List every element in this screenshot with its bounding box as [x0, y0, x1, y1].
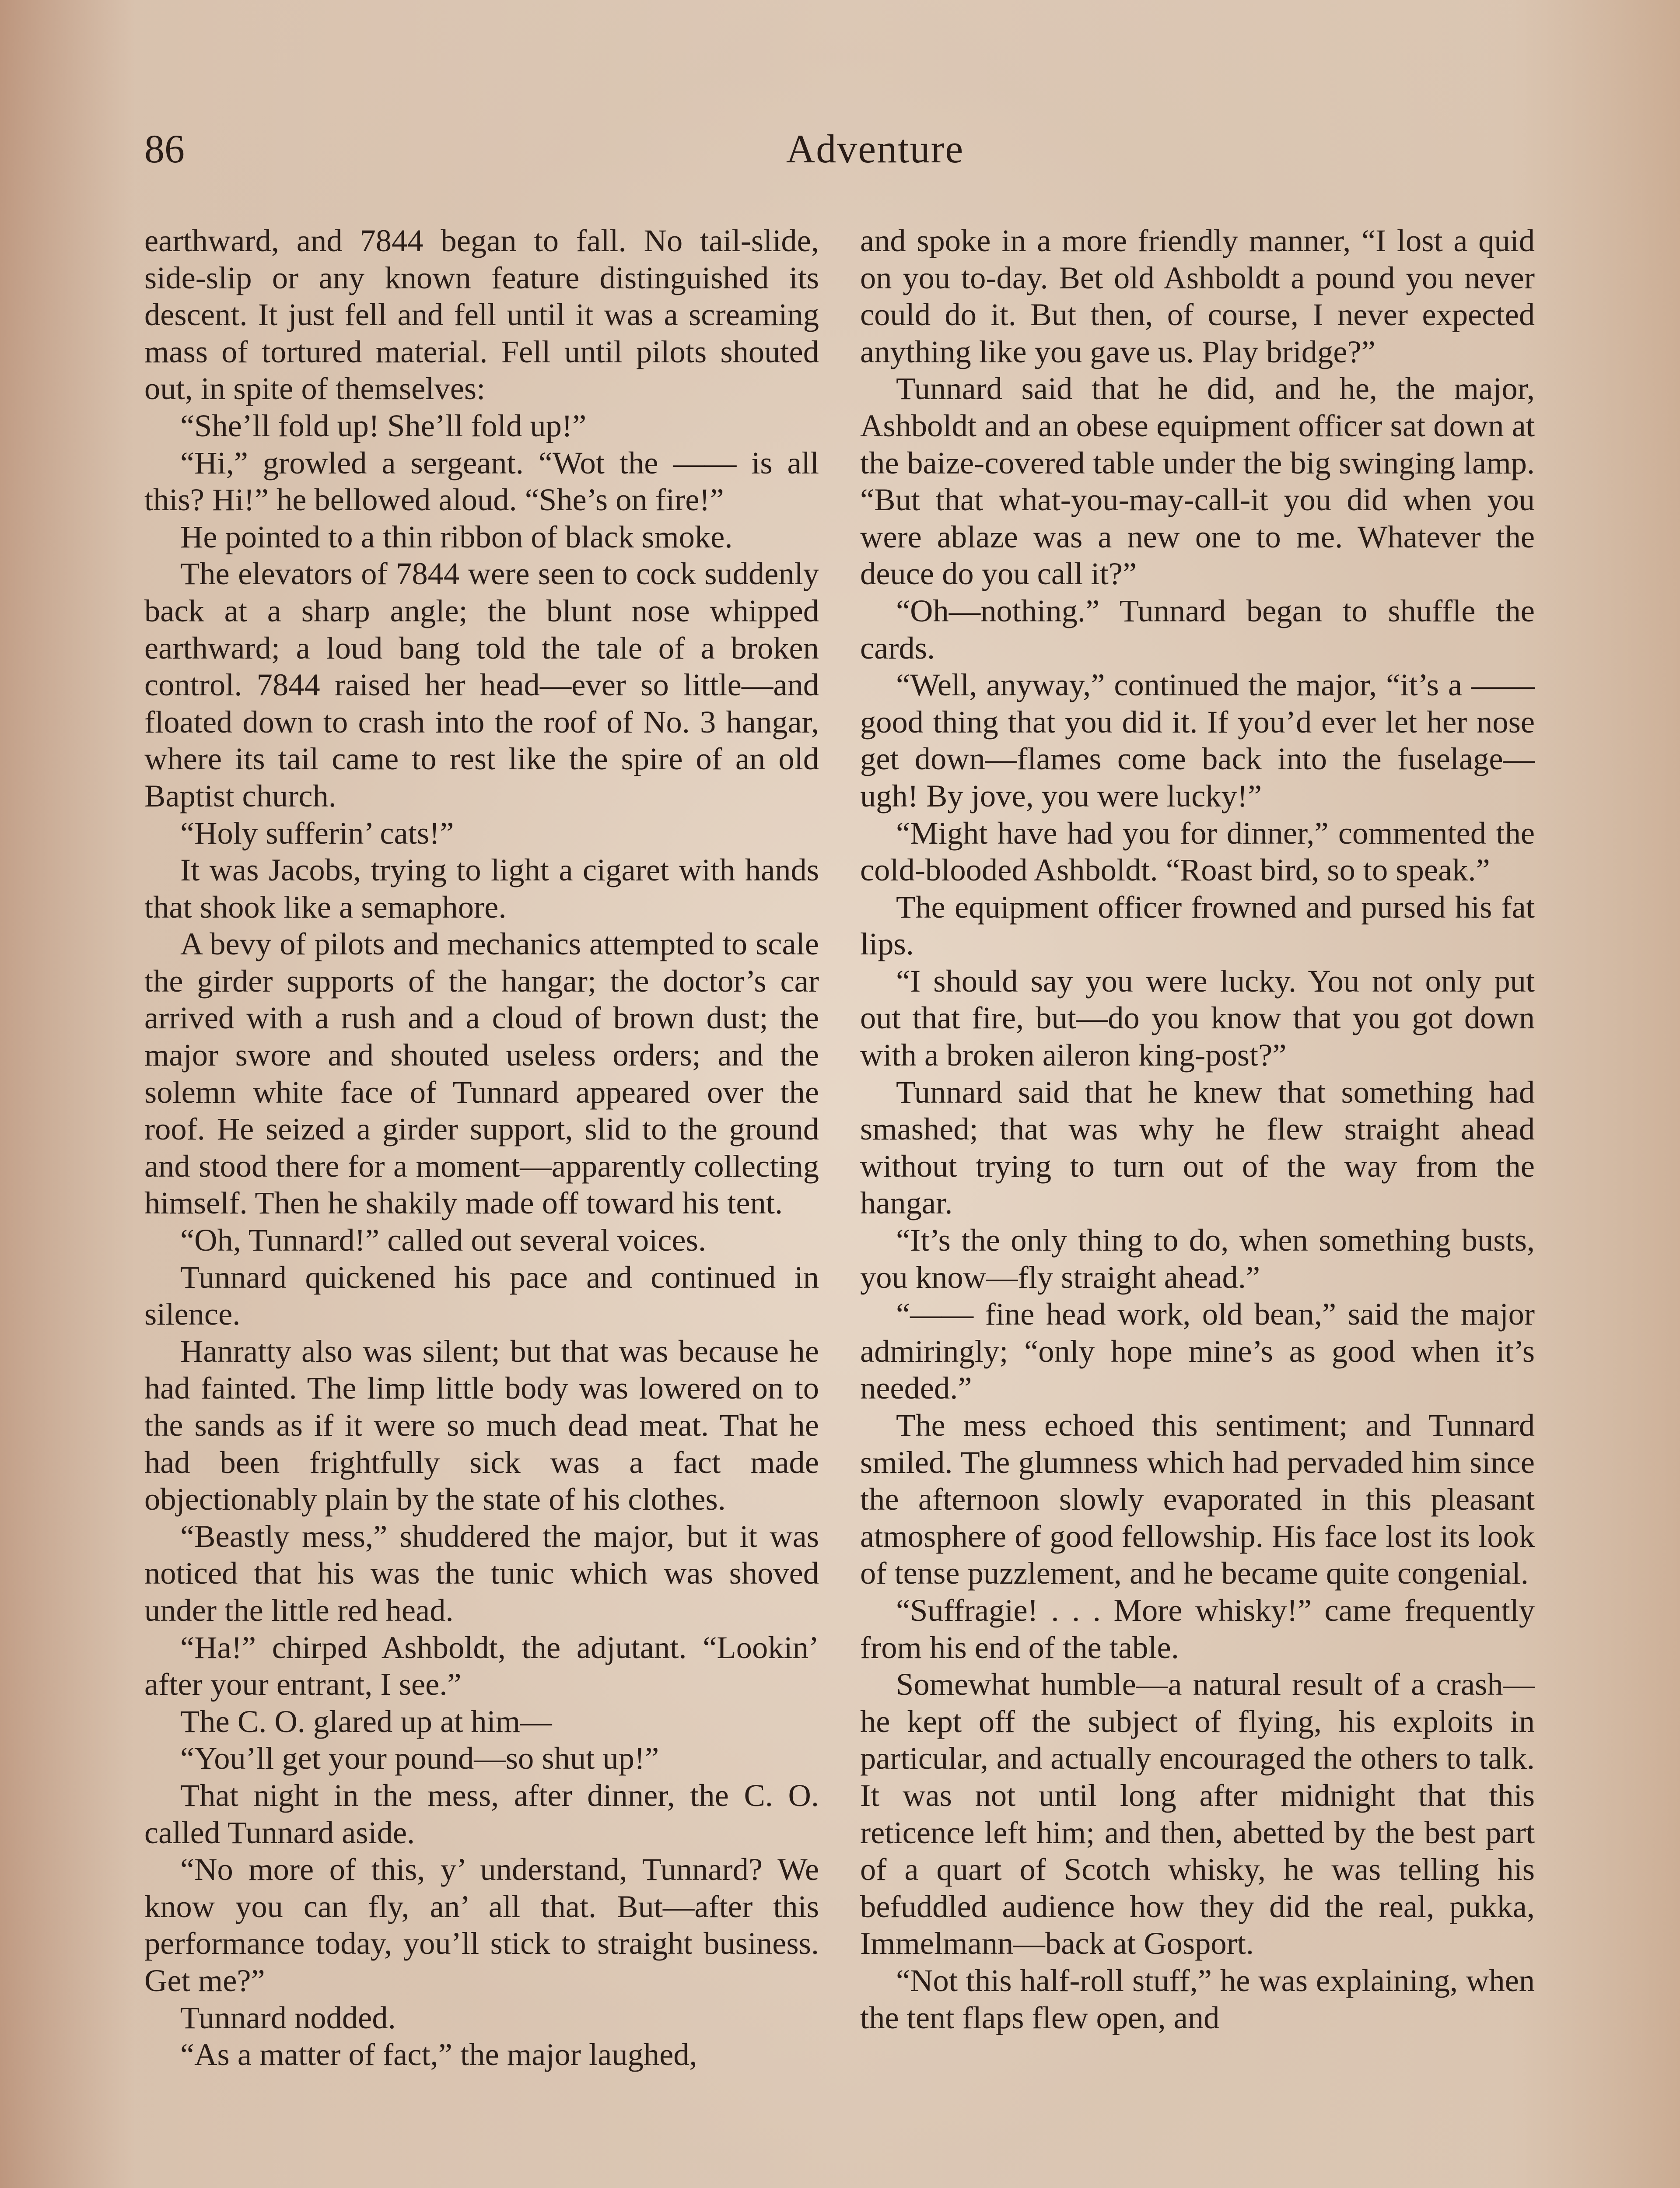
- paragraph: “Suffragie! . . . More whisky!” came frequently from his end of the table.: [860, 1592, 1535, 1665]
- paragraph: The mess echoed this sentiment; and Tunnard smiled. The glumness which had pervaded him since the afternoon slowly evaporated in this pleasant atmosphere of good fellowship. His face lost its look of tense puzzlement, and he became quite congenial.: [860, 1407, 1535, 1591]
- paragraph: “—— fine head work, old bean,” said the major admiringly; “only hope mine’s as good when it’s needed.”: [860, 1296, 1535, 1406]
- paragraph: “Holy sufferin’ cats!”: [180, 815, 454, 851]
- paragraph: “As a matter of fact,” the major laughed,: [180, 2037, 697, 2072]
- paragraph: “Might have had you for dinner,” commented the cold-blooded Ashboldt. “Roast bird, so to speak.”: [860, 815, 1535, 888]
- paragraph: “No more of this, y’ understand, Tunnard? We know you can fly, an’ all that. But—after this performance today, you’ll stick to straight business. Get me?”: [144, 1851, 819, 1998]
- paragraph: earthward, and 7844 began to fall. No tail-slide, side-slip or any known feature distinguished its descent. It just fell and fell until it was a screaming mass of tortured material. Fell until pilots shouted out, in spite of themselves:: [144, 223, 819, 407]
- page-header: [0, 0, 1680, 219]
- paragraph: Tunnard quickened his pace and continued in silence.: [144, 1259, 819, 1332]
- paragraph: It was Jacobs, trying to light a cigaret with hands that shook like a semaphore.: [144, 852, 819, 925]
- paragraph: “Beastly mess,” shuddered the major, but it was noticed that his was the tunic which was shoved under the little red head.: [144, 1518, 819, 1628]
- paragraph: “She’ll fold up! She’ll fold up!”: [180, 407, 587, 443]
- page-number: 86: [144, 126, 185, 171]
- paragraph: The C. O. glared up at him—: [180, 1703, 552, 1739]
- paragraph: Somewhat humble—a natural result of a crash—he kept off the subject of flying, his exploits in particular, and actually encouraged the others to talk. It was not until long after midnight that this reticence left him; and then, abetted by the best part of a quart of Scotch whisky, he was telling his befuddled audience how they did the real, pukka, Immelmann—back at Gosport.: [860, 1666, 1535, 1961]
- paragraph: “It’s the only thing to do, when something busts, you know—fly straight ahead.”: [860, 1222, 1535, 1295]
- paragraph: and spoke in a more friendly manner, “I lost a quid on you to-day. Bet old Ashboldt a pound you never could do it. But then, of course, I never expected anything like you gave us. Play bridge?”: [860, 223, 1535, 369]
- paragraph: Tunnard nodded.: [180, 1999, 396, 2035]
- paragraph: Tunnard said that he knew that something had smashed; that was why he flew straight ahead without trying to turn out of the way from the hangar.: [860, 1074, 1535, 1221]
- paragraph: “You’ll get your pound—so shut up!”: [180, 1740, 659, 1776]
- paragraph: Tunnard said that he did, and he, the major, Ashboldt and an obese equipment officer sat down at the baize-covered table under the big swinging lamp. “But that what-you-may-call-it you did when you were ablaze was a new one to me. Whatever the deuce do you call it?”: [860, 371, 1535, 592]
- paragraph: “Not this half-roll stuff,” he was explaining, when the tent flaps flew open, and: [860, 1962, 1535, 2035]
- paragraph: “Well, anyway,” continued the major, “it’s a —— good thing that you did it. If you’d ever let her nose get down—flames come back into the fuselage—ugh! By jove, you were lucky!”: [860, 667, 1535, 813]
- paragraph: A bevy of pilots and mechanics attempted to scale the girder supports of the hangar; the doctor’s car arrived with a rush and a cloud of brown dust; the major swore and shouted useless orders; and the solemn white face of Tunnard appeared over the roof. He seized a girder support, slid to the ground and stood there for a moment—apparently collecting himself. Then he shakily made off toward his tent.: [144, 926, 819, 1221]
- paragraph: “Hi,” growled a sergeant. “Wot the —— is all this? Hi!” he bellowed aloud. “She’s on fire!”: [144, 445, 819, 518]
- paragraph: He pointed to a thin ribbon of black smoke.: [180, 519, 733, 554]
- paragraph: Hanratty also was silent; but that was because he had fainted. The limp little body was lowered on to the sands as if it were so much dead meat. That he had been frightfully sick was a fact made objectionably plain by the state of his clothes.: [144, 1333, 819, 1517]
- paragraph: “I should say you were lucky. You not only put out that fire, but—do you know that you got down with a broken aileron king-post?”: [860, 963, 1535, 1073]
- paragraph: “Ha!” chirped Ashboldt, the adjutant. “Lookin’ after your entrant, I see.”: [144, 1629, 819, 1702]
- paragraph: “Oh, Tunnard!” called out several voices.: [180, 1222, 706, 1258]
- paragraph: That night in the mess, after dinner, the C. O. called Tunnard aside.: [144, 1777, 819, 1850]
- left-column: [144, 222, 819, 2073]
- paragraph: The elevators of 7844 were seen to cock suddenly back at a sharp angle; the blunt nose whipped earthward; a loud bang told the tale of a broken control. 7844 raised her head—ever so little—and floated down to crash into the roof of No. 3 hangar, where its tail came to rest like the spire of an old Baptist church.: [144, 556, 819, 813]
- paragraph: The equipment officer frowned and pursed his fat lips.: [860, 889, 1535, 962]
- right-column: [860, 222, 1535, 2036]
- paragraph: “Oh—nothing.” Tunnard began to shuffle the cards.: [860, 593, 1535, 666]
- running-head: Adventure: [786, 126, 964, 171]
